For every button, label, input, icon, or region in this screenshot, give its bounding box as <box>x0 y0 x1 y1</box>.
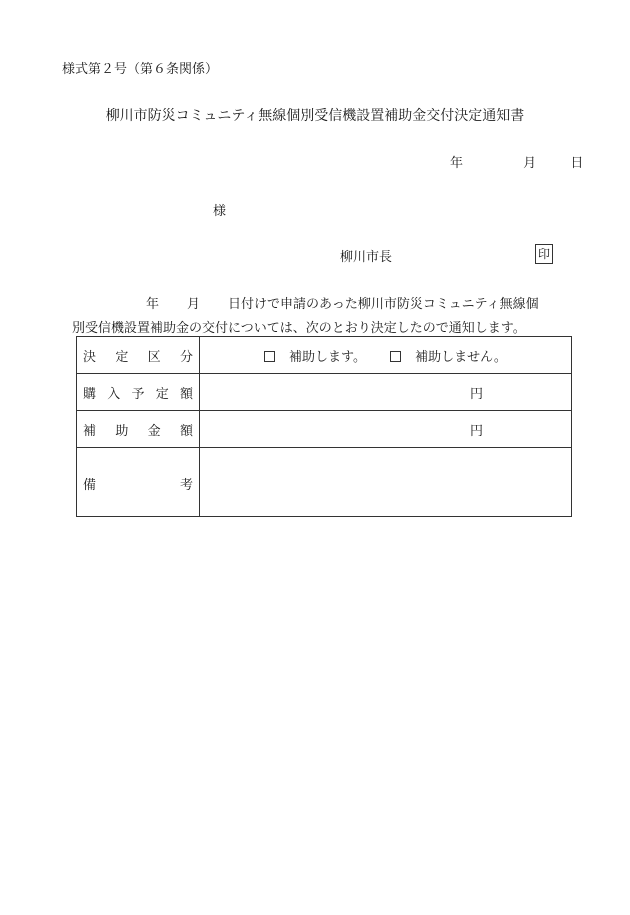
mayor-name: 柳川市長 <box>340 250 393 265</box>
decision-label: 決 定 区 分 <box>77 337 200 374</box>
remarks-label: 備 考 <box>77 448 200 517</box>
body-month: 月 <box>187 297 201 312</box>
date-month: 月 <box>523 156 537 171</box>
body-line1: 日付けで申請のあった柳川市防災コミュニティ無線個 <box>228 297 539 312</box>
decision-options <box>200 337 572 374</box>
table-row-decision <box>77 337 572 374</box>
body-year: 年 <box>146 297 160 312</box>
table-row-subsidy <box>77 411 572 448</box>
purchase-amount-field[interactable] <box>200 374 572 411</box>
subsidy-unit: 円 <box>469 423 483 439</box>
option-subsidize[interactable]: 補助します。 <box>264 346 366 365</box>
body-line2: 別受信機設置補助金の交付については、次のとおり決定したので通知します。 <box>72 321 526 336</box>
remarks-field[interactable] <box>200 448 572 517</box>
seal-mark: 印 <box>535 244 553 264</box>
subsidy-amount-field[interactable] <box>200 411 572 448</box>
notice-body <box>72 293 572 341</box>
document-title: 柳川市防災コミュニティ無線個別受信機設置補助金交付決定通知書 <box>105 108 525 124</box>
table-row-purchase <box>77 374 572 411</box>
purchase-label: 購 入 予 定 額 <box>77 374 200 411</box>
date-day: 日 <box>570 156 584 171</box>
subsidy-label: 補 助 金 額 <box>77 411 200 448</box>
table-row-remarks <box>77 448 572 517</box>
issue-date <box>450 152 583 171</box>
decision-table <box>76 336 572 517</box>
form-number: 様式第２号（第６条関係） <box>62 62 219 77</box>
checkbox-subsidize[interactable] <box>264 351 275 362</box>
purchase-unit: 円 <box>469 386 483 402</box>
addressee-suffix: 様 <box>213 204 227 219</box>
checkbox-not-subsidize[interactable] <box>390 351 401 362</box>
date-year: 年 <box>450 156 464 171</box>
option-not-subsidize[interactable]: 補助しません。 <box>390 346 507 365</box>
